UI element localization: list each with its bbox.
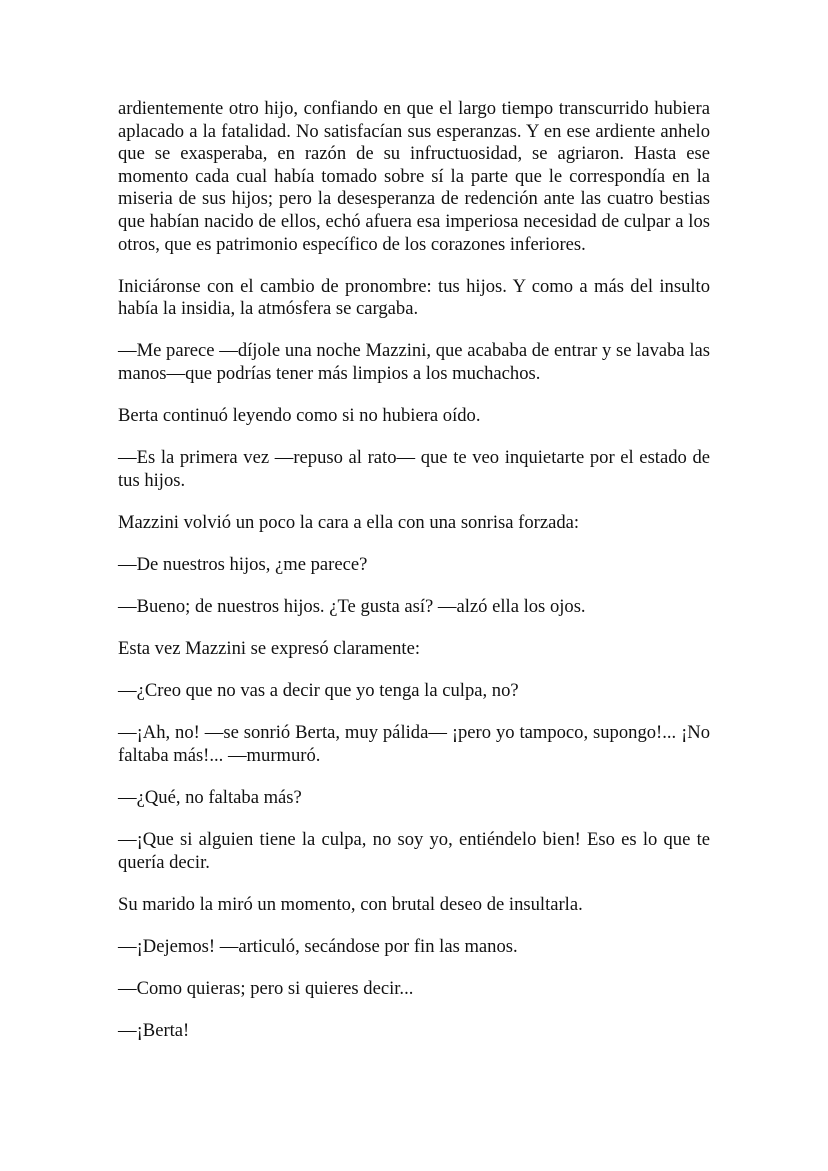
paragraph: —Bueno; de nuestros hijos. ¿Te gusta así? —alzó ella los ojos. [118, 596, 586, 617]
paragraph: —¡Dejemos! —articuló, secándose por fin las manos. [118, 935, 518, 957]
paragraph: —¡Que si alguien tiene la culpa, no soy yo, entiéndelo bien! Eso es lo que te quería decir. [118, 829, 710, 873]
paragraph: —¡Ah, no! —se sonrió Berta, muy pálida— ¡pero yo tampoco, supongo!... ¡No faltaba más!... —murmuró. [118, 722, 710, 766]
paragraph: —Me parece —díjole una noche Mazzini, que acababa de entrar y se lavaba las manos—que podrías tener más limpios a los muchachos. [118, 340, 710, 384]
paragraph: —¿Creo que no vas a decir que yo tenga la culpa, no? [118, 680, 519, 702]
paragraph: —Como quieras; pero si quieres decir... [118, 977, 414, 999]
paragraph: —¡Berta! [118, 1020, 190, 1042]
paragraph: Esta vez Mazzini se expresó claramente: [118, 638, 421, 660]
paragraph: Berta continuó leyendo como si no hubiera oído. [118, 405, 481, 427]
paragraph: —De nuestros hijos, ¿me parece? [118, 553, 368, 575]
text-column [118, 98, 710, 1062]
paragraph: ardientemente otro hijo, confiando en que el largo tiempo transcurrido hubiera aplacado a la fatalidad. No satisfacían sus esperanzas. Y en ese ardiente anhelo que se exasperaba, en razón de su infructuosidad, se agriaron. Hasta ese momento cada cual había tomado sobre sí la parte que le correspondía en la miseria de sus hijos; pero la desesperanza de redención ante las cuatro bestias que habían nacido de ellos, echó afuera esa imperiosa necesidad de culpar a los otros, que es patrimonio específico de los corazones inferiores. [118, 98, 710, 255]
paragraph: —Es la primera vez —repuso al rato— que te veo inquietarte por el estado de tus hijos. [118, 447, 710, 491]
paragraph: —¿Qué, no faltaba más? [118, 786, 302, 808]
paragraph: Su marido la miró un momento, con brutal deseo de insultarla. [118, 893, 583, 915]
paragraph: Iniciáronse con el cambio de pronombre: tus hijos. Y como a más del insulto había la insidia, la atmósfera se cargaba. [118, 275, 710, 320]
paragraph: Mazzini volvió un poco la cara a ella con una sonrisa forzada: [118, 511, 580, 533]
